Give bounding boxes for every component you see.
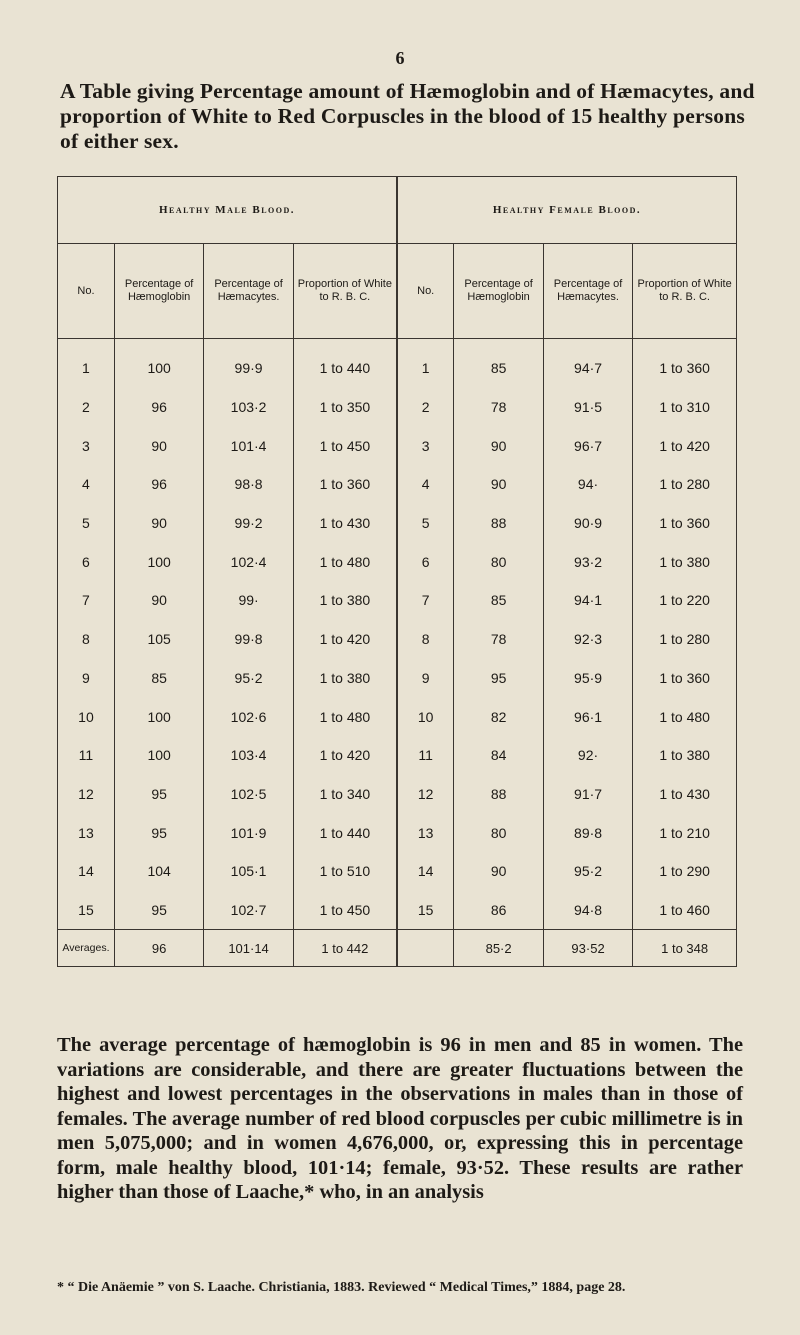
male-group-header: Healthy Male Blood. bbox=[58, 177, 397, 244]
table-row bbox=[58, 620, 737, 659]
male-avg-haemacytes: 101·14 bbox=[204, 930, 293, 967]
female-haemacytes-cell: 91·7 bbox=[543, 775, 632, 814]
table-row bbox=[58, 426, 737, 465]
male-haemoglobin-cell: 95 bbox=[114, 775, 203, 814]
male-proportion-cell: 1 to 430 bbox=[293, 504, 397, 543]
male-haemoglobin-cell: 90 bbox=[114, 426, 203, 465]
female-no-cell: 1 bbox=[397, 339, 454, 388]
female-haemoglobin-cell: 82 bbox=[454, 697, 543, 736]
female-proportion-cell: 1 to 360 bbox=[633, 659, 737, 698]
female-haemoglobin-cell: 84 bbox=[454, 736, 543, 775]
page-number: 6 bbox=[395, 48, 405, 68]
female-haemacytes-cell: 94·1 bbox=[543, 581, 632, 620]
male-no-cell: 4 bbox=[58, 465, 115, 504]
female-no-cell: 4 bbox=[397, 465, 454, 504]
male-haemacytes-cell: 102·6 bbox=[204, 697, 293, 736]
male-col-proportion: Proportion of White to R. B. C. bbox=[293, 244, 397, 339]
female-proportion-cell: 1 to 210 bbox=[633, 813, 737, 852]
male-no-cell: 8 bbox=[58, 620, 115, 659]
female-haemacytes-cell: 93·2 bbox=[543, 542, 632, 581]
male-haemoglobin-cell: 100 bbox=[114, 542, 203, 581]
male-proportion-cell: 1 to 380 bbox=[293, 659, 397, 698]
female-haemacytes-cell: 95·9 bbox=[543, 659, 632, 698]
male-proportion-cell: 1 to 450 bbox=[293, 891, 397, 930]
table-row bbox=[58, 581, 737, 620]
table-row bbox=[58, 504, 737, 543]
female-haemoglobin-cell: 85 bbox=[454, 581, 543, 620]
female-proportion-cell: 1 to 380 bbox=[633, 542, 737, 581]
male-haemoglobin-cell: 96 bbox=[114, 388, 203, 427]
female-proportion-cell: 1 to 360 bbox=[633, 339, 737, 388]
female-haemoglobin-cell: 88 bbox=[454, 504, 543, 543]
female-no-cell: 5 bbox=[397, 504, 454, 543]
female-avg-haemoglobin: 85·2 bbox=[454, 930, 543, 967]
female-haemacytes-cell: 89·8 bbox=[543, 813, 632, 852]
male-avg-proportion: 1 to 442 bbox=[293, 930, 397, 967]
table-row bbox=[58, 388, 737, 427]
female-haemacytes-cell: 92·3 bbox=[543, 620, 632, 659]
averages-label: Averages. bbox=[58, 930, 115, 967]
female-no-cell: 7 bbox=[397, 581, 454, 620]
male-proportion-cell: 1 to 360 bbox=[293, 465, 397, 504]
female-proportion-cell: 1 to 460 bbox=[633, 891, 737, 930]
female-proportion-cell: 1 to 290 bbox=[633, 852, 737, 891]
female-haemoglobin-cell: 80 bbox=[454, 813, 543, 852]
table-row bbox=[58, 852, 737, 891]
male-proportion-cell: 1 to 380 bbox=[293, 581, 397, 620]
male-col-haemacytes: Percentage of Hæmacytes. bbox=[204, 244, 293, 339]
footnote: * “ Die Anäemie ” von S. Laache. Christiania, 1883. Reviewed “ Medical Times,” 1884, page 28. bbox=[57, 1280, 626, 1295]
table-row bbox=[58, 891, 737, 930]
female-haemacytes-cell: 92· bbox=[543, 736, 632, 775]
male-col-haemoglobin: Percentage of Hæmoglobin bbox=[114, 244, 203, 339]
female-haemoglobin-cell: 95 bbox=[454, 659, 543, 698]
male-no-cell: 1 bbox=[58, 339, 115, 388]
male-col-no: No. bbox=[58, 244, 115, 339]
female-haemoglobin-cell: 85 bbox=[454, 339, 543, 388]
male-haemacytes-cell: 102·7 bbox=[204, 891, 293, 930]
male-haemoglobin-cell: 85 bbox=[114, 659, 203, 698]
female-haemoglobin-cell: 90 bbox=[454, 465, 543, 504]
female-avg-haemacytes: 93·52 bbox=[543, 930, 632, 967]
male-no-cell: 7 bbox=[58, 581, 115, 620]
male-proportion-cell: 1 to 420 bbox=[293, 736, 397, 775]
female-no-cell: 10 bbox=[397, 697, 454, 736]
male-no-cell: 10 bbox=[58, 697, 115, 736]
male-no-cell: 12 bbox=[58, 775, 115, 814]
male-haemoglobin-cell: 95 bbox=[114, 891, 203, 930]
female-proportion-cell: 1 to 480 bbox=[633, 697, 737, 736]
female-no-cell: 3 bbox=[397, 426, 454, 465]
female-haemacytes-cell: 94·8 bbox=[543, 891, 632, 930]
female-no-cell: 2 bbox=[397, 388, 454, 427]
female-no-cell: 12 bbox=[397, 775, 454, 814]
blood-data-table bbox=[57, 176, 737, 967]
male-proportion-cell: 1 to 510 bbox=[293, 852, 397, 891]
male-no-cell: 13 bbox=[58, 813, 115, 852]
female-haemacytes-cell: 94·7 bbox=[543, 339, 632, 388]
female-no-cell: 9 bbox=[397, 659, 454, 698]
male-haemacytes-cell: 101·4 bbox=[204, 426, 293, 465]
male-no-cell: 2 bbox=[58, 388, 115, 427]
male-proportion-cell: 1 to 440 bbox=[293, 339, 397, 388]
female-haemacytes-cell: 96·7 bbox=[543, 426, 632, 465]
male-haemacytes-cell: 103·2 bbox=[204, 388, 293, 427]
female-haemoglobin-cell: 90 bbox=[454, 426, 543, 465]
female-haemoglobin-cell: 78 bbox=[454, 388, 543, 427]
female-haemoglobin-cell: 80 bbox=[454, 542, 543, 581]
male-haemoglobin-cell: 90 bbox=[114, 504, 203, 543]
table-title: A Table giving Percentage amount of Hæmoglobin and of Hæmacytes, and proportion of White to Red Corpuscles in the blood of 15 healthy persons of either sex. bbox=[60, 79, 755, 153]
male-haemoglobin-cell: 100 bbox=[114, 697, 203, 736]
male-no-cell: 5 bbox=[58, 504, 115, 543]
female-col-no: No. bbox=[397, 244, 454, 339]
male-proportion-cell: 1 to 420 bbox=[293, 620, 397, 659]
table-row bbox=[58, 542, 737, 581]
female-proportion-cell: 1 to 280 bbox=[633, 620, 737, 659]
female-haemoglobin-cell: 88 bbox=[454, 775, 543, 814]
data-table-container bbox=[57, 176, 743, 967]
female-proportion-cell: 1 to 360 bbox=[633, 504, 737, 543]
male-haemoglobin-cell: 104 bbox=[114, 852, 203, 891]
table-row bbox=[58, 465, 737, 504]
female-proportion-cell: 1 to 430 bbox=[633, 775, 737, 814]
table-row bbox=[58, 339, 737, 388]
female-avg-proportion: 1 to 348 bbox=[633, 930, 737, 967]
female-col-haemoglobin: Percentage of Hæmoglobin bbox=[454, 244, 543, 339]
male-no-cell: 11 bbox=[58, 736, 115, 775]
male-haemacytes-cell: 99·2 bbox=[204, 504, 293, 543]
table-body bbox=[58, 339, 737, 930]
male-no-cell: 14 bbox=[58, 852, 115, 891]
male-proportion-cell: 1 to 450 bbox=[293, 426, 397, 465]
male-proportion-cell: 1 to 350 bbox=[293, 388, 397, 427]
male-haemoglobin-cell: 96 bbox=[114, 465, 203, 504]
female-haemacytes-cell: 90·9 bbox=[543, 504, 632, 543]
male-haemoglobin-cell: 105 bbox=[114, 620, 203, 659]
female-haemacytes-cell: 94· bbox=[543, 465, 632, 504]
female-haemacytes-cell: 95·2 bbox=[543, 852, 632, 891]
male-no-cell: 3 bbox=[58, 426, 115, 465]
table-row bbox=[58, 813, 737, 852]
female-proportion-cell: 1 to 220 bbox=[633, 581, 737, 620]
female-proportion-cell: 1 to 380 bbox=[633, 736, 737, 775]
female-no-cell: 14 bbox=[397, 852, 454, 891]
female-haemacytes-cell: 96·1 bbox=[543, 697, 632, 736]
table-row bbox=[58, 775, 737, 814]
male-proportion-cell: 1 to 340 bbox=[293, 775, 397, 814]
table-row bbox=[58, 736, 737, 775]
female-no-cell: 15 bbox=[397, 891, 454, 930]
female-avg-no bbox=[397, 930, 454, 967]
male-haemacytes-cell: 105·1 bbox=[204, 852, 293, 891]
table-row bbox=[58, 697, 737, 736]
female-proportion-cell: 1 to 310 bbox=[633, 388, 737, 427]
female-haemoglobin-cell: 86 bbox=[454, 891, 543, 930]
female-no-cell: 13 bbox=[397, 813, 454, 852]
female-haemoglobin-cell: 78 bbox=[454, 620, 543, 659]
male-avg-haemoglobin: 96 bbox=[114, 930, 203, 967]
female-no-cell: 11 bbox=[397, 736, 454, 775]
female-no-cell: 6 bbox=[397, 542, 454, 581]
male-haemacytes-cell: 99·9 bbox=[204, 339, 293, 388]
male-haemacytes-cell: 103·4 bbox=[204, 736, 293, 775]
male-haemacytes-cell: 99·8 bbox=[204, 620, 293, 659]
female-haemoglobin-cell: 90 bbox=[454, 852, 543, 891]
male-proportion-cell: 1 to 480 bbox=[293, 542, 397, 581]
female-proportion-cell: 1 to 420 bbox=[633, 426, 737, 465]
male-haemacytes-cell: 98·8 bbox=[204, 465, 293, 504]
male-proportion-cell: 1 to 440 bbox=[293, 813, 397, 852]
male-haemacytes-cell: 99· bbox=[204, 581, 293, 620]
male-no-cell: 6 bbox=[58, 542, 115, 581]
male-haemacytes-cell: 101·9 bbox=[204, 813, 293, 852]
male-proportion-cell: 1 to 480 bbox=[293, 697, 397, 736]
male-no-cell: 15 bbox=[58, 891, 115, 930]
male-haemacytes-cell: 102·4 bbox=[204, 542, 293, 581]
table-row bbox=[58, 659, 737, 698]
female-proportion-cell: 1 to 280 bbox=[633, 465, 737, 504]
male-haemoglobin-cell: 100 bbox=[114, 736, 203, 775]
female-no-cell: 8 bbox=[397, 620, 454, 659]
female-group-header: Healthy Female Blood. bbox=[397, 177, 737, 244]
male-haemacytes-cell: 95·2 bbox=[204, 659, 293, 698]
male-haemoglobin-cell: 90 bbox=[114, 581, 203, 620]
male-haemacytes-cell: 102·5 bbox=[204, 775, 293, 814]
male-no-cell: 9 bbox=[58, 659, 115, 698]
female-col-proportion: Proportion of White to R. B. C. bbox=[633, 244, 737, 339]
female-col-haemacytes: Percentage of Hæmacytes. bbox=[543, 244, 632, 339]
body-paragraph: The average percentage of hæmoglobin is 96 in men and 85 in women. The variations are considerable, and there are greater fluctuations between the highest and lowest percentages in the observations in males than in those of females. The average number of red blood corpuscles per cubic millimetre is in men 5,075,000; and in women 4,676,000, or, expressing this in percentage form, male healthy blood, 101·14; female, 93·52. These results are rather higher than those of Laache,* who, in an analysis bbox=[57, 1034, 743, 1203]
averages-row bbox=[58, 930, 737, 967]
male-haemoglobin-cell: 95 bbox=[114, 813, 203, 852]
female-haemacytes-cell: 91·5 bbox=[543, 388, 632, 427]
male-haemoglobin-cell: 100 bbox=[114, 339, 203, 388]
